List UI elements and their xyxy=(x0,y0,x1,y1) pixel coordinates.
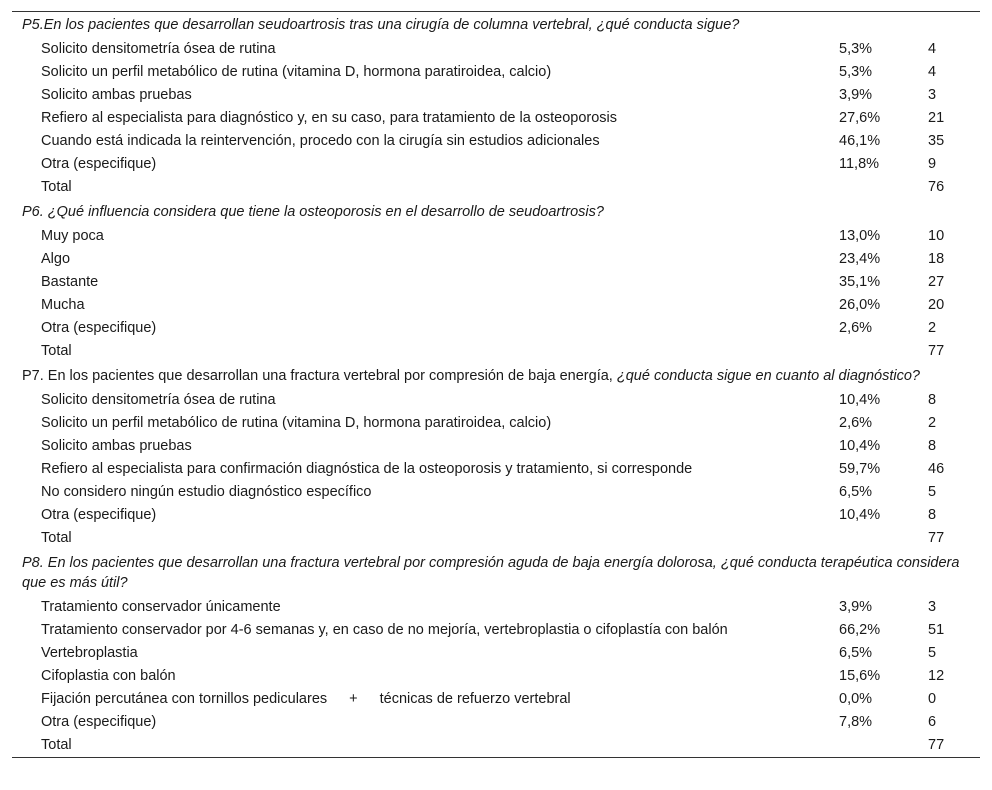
table-row: Solicito ambas pruebas 10,4% 8 xyxy=(41,438,937,454)
total-row: Total 77 xyxy=(41,530,945,546)
table-row: Solicito un perfil metabólico de rutina (vitamina D, hormona paratiroidea, calcio) 5,3% 4 xyxy=(41,64,937,80)
question-p8: P8. En los pacientes que desarrollan una fractura vertebral por compresión aguda de baja energía dolorosa, ¿qué conducta terapéutica considera que es más útil? xyxy=(22,555,960,591)
table-row: Vertebroplastia 6,5% 5 xyxy=(41,645,937,661)
table-row: Refiero al especialista para diagnóstico y, en su caso, para tratamiento de la osteoporosis 27,6% 21 xyxy=(41,110,945,126)
table-row: Tratamiento conservador únicamente 3,9% 3 xyxy=(41,599,937,615)
table-row: Solicito ambas pruebas 3,9% 3 xyxy=(41,87,937,103)
total-row: Total 77 xyxy=(41,343,945,359)
total-row: Total 77 xyxy=(41,737,945,753)
table-row: Bastante 35,1% 27 xyxy=(41,274,945,290)
table-row: Solicito densitometría ósea de rutina 10,4% 8 xyxy=(41,392,937,408)
table-row: Cifoplastia con balón 15,6% 12 xyxy=(41,668,945,684)
table-row: Mucha 26,0% 20 xyxy=(41,297,945,313)
table-row: Otra (especifique) 11,8% 9 xyxy=(41,156,937,172)
table-row: Refiero al especialista para confirmación diagnóstica de la osteoporosis y tratamiento, si corresponde 59,7% 46 xyxy=(41,461,945,477)
table-row: Cuando está indicada la reintervención, procedo con la cirugía sin estudios adicionales 46,1% 35 xyxy=(41,133,945,149)
table-row: Muy poca 13,0% 10 xyxy=(41,228,945,244)
survey-table xyxy=(12,11,980,758)
table-row: Fijación percutánea con tornillos pediculares + técnicas de refuerzo vertebral 0,0% 0 xyxy=(41,691,937,707)
question-p5: P5.En los pacientes que desarrollan seudoartrosis tras una cirugía de columna vertebral, ¿qué conducta sigue? xyxy=(22,17,740,33)
total-row: Total 76 xyxy=(41,179,945,195)
table-row: Otra (especifique) 10,4% 8 xyxy=(41,507,937,523)
table-row: Otra (especifique) 2,6% 2 xyxy=(41,320,937,336)
table-row: Solicito un perfil metabólico de rutina (vitamina D, hormona paratiroidea, calcio) 2,6% 2 xyxy=(41,415,937,431)
table-row: No considero ningún estudio diagnóstico específico 6,5% 5 xyxy=(41,484,937,500)
table-row: Algo 23,4% 18 xyxy=(41,251,945,267)
table-row: Otra (especifique) 7,8% 6 xyxy=(41,714,937,730)
table-row: Tratamiento conservador por 4-6 semanas y, en caso de no mejoría, vertebroplastia o cifoplastía con balón 66,2% 51 xyxy=(41,622,945,638)
table-row: Solicito densitometría ósea de rutina 5,3% 4 xyxy=(41,41,937,57)
question-p6: P6. ¿Qué influencia considera que tiene la osteoporosis en el desarrollo de seudoartrosis? xyxy=(22,204,604,220)
question-p7: P7. En los pacientes que desarrollan una fractura vertebral por compresión de baja energía, ¿qué conducta sigue en cuanto al diagnóstico? xyxy=(22,368,920,384)
